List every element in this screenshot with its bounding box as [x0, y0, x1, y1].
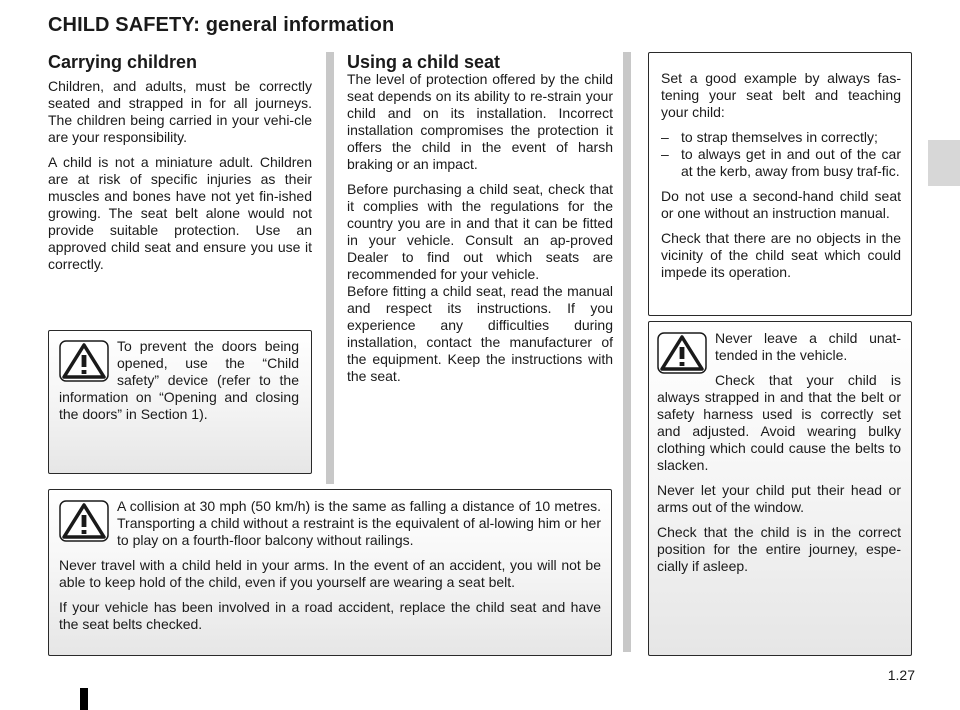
page-title: CHILD SAFETY: general information — [48, 14, 395, 36]
page-number: 1.27 — [887, 667, 915, 683]
second-hand-seat-note: Do not use a second-hand child seat or one without an instruction manual. — [661, 188, 901, 221]
head-arms-window-text: Never let your child put their head or arms out of the window. — [657, 482, 901, 515]
good-example-intro: Set a good example by always fas-tening your seat belt and teaching your child: — [661, 70, 901, 120]
good-example-box — [648, 52, 912, 316]
using-seat-paragraph-3: Before fitting a child seat, read the manual and respect its instructions. If you experience any difficulties during installation, contact the manufacturer of the equipment. Keep the instructions with the seat. — [347, 283, 613, 384]
check-strapped-text: Check that your child is always strapped in and that the belt or safety harness used is correctly set and adjusted. Avoid wearing bulky clothing which could cause the belts to slacken. — [657, 372, 901, 473]
carrying-children-text — [48, 78, 312, 281]
using-seat-paragraph-2: Before purchasing a child seat, check that it complies with the regulations for the country you are in and that it can be fitted in your vehicle. Consult an ap-proved Dealer to find out which seats are recommended for your vehicle. — [347, 181, 613, 282]
correct-position-text: Check that the child is in the correct position for the entire journey, espe-cially if asleep. — [657, 524, 901, 574]
doors-warning-text: To prevent the doors being opened, use the “Child safety” device (refer to the information on “Opening and closing the doors” in Section 1). — [59, 338, 299, 422]
collision-warning-box — [48, 489, 612, 656]
section-tab — [928, 140, 960, 186]
using-child-seat-heading: Using a child seat — [347, 52, 501, 72]
warning-triangle-icon — [657, 332, 707, 374]
using-seat-paragraph-1: The level of protection offered by the child seat depends on its ability to re-strain your child and on its installation. Incorrect installation compromises the protection it offers the child in the event of harsh braking or an impact. — [347, 71, 613, 172]
using-child-seat-text — [347, 71, 613, 393]
objects-vicinity-note: Check that there are no objects in the vicinity of the child seat which could impede its operation. — [661, 230, 901, 280]
never-leave-child-text: Never leave a child unat-tended in the vehicle. — [715, 330, 901, 363]
corner-mark — [80, 688, 88, 710]
carrying-paragraph-2: A child is not a miniature adult. Children are at risk of specific injuries as their muscles and bones have not yet fin-ished growing. The seat belt alone would not provide suitable protection. Use an approved child seat and ensure you use it correctly. — [48, 154, 312, 272]
collision-fall-text: A collision at 30 mph (50 km/h) is the same as falling a distance of 10 metres. Transporting a child without a restraint is the equivalent of al-lowing him or her to play on a fourth-floor balcony without railings. — [117, 498, 601, 548]
good-example-item-1: – to strap themselves in correctly; — [661, 129, 901, 146]
carrying-children-heading: Carrying children — [48, 52, 198, 72]
warning-triangle-icon — [59, 500, 109, 542]
doors-warning-box — [48, 330, 312, 474]
carrying-paragraph-1: Children, and adults, must be correctly seated and strapped in for all journeys. The children being carried in your vehi-cle are your responsibility. — [48, 78, 312, 145]
child-in-arms-text: Never travel with a child held in your arms. In the event of an accident, you will not be able to keep hold of the child, even if you yourself are wearing a seat belt. — [59, 557, 601, 590]
column-divider-right — [623, 52, 631, 652]
good-example-list — [661, 129, 901, 180]
good-example-item-2: – to always get in and out of the car at the kerb, away from busy traf-fic. — [661, 146, 901, 180]
replace-seat-text: If your vehicle has been involved in a road accident, replace the child seat and have the seat belts checked. — [59, 599, 601, 632]
warning-triangle-icon — [59, 340, 109, 382]
unattended-child-warning-box — [648, 321, 912, 656]
column-divider-left — [326, 52, 334, 484]
